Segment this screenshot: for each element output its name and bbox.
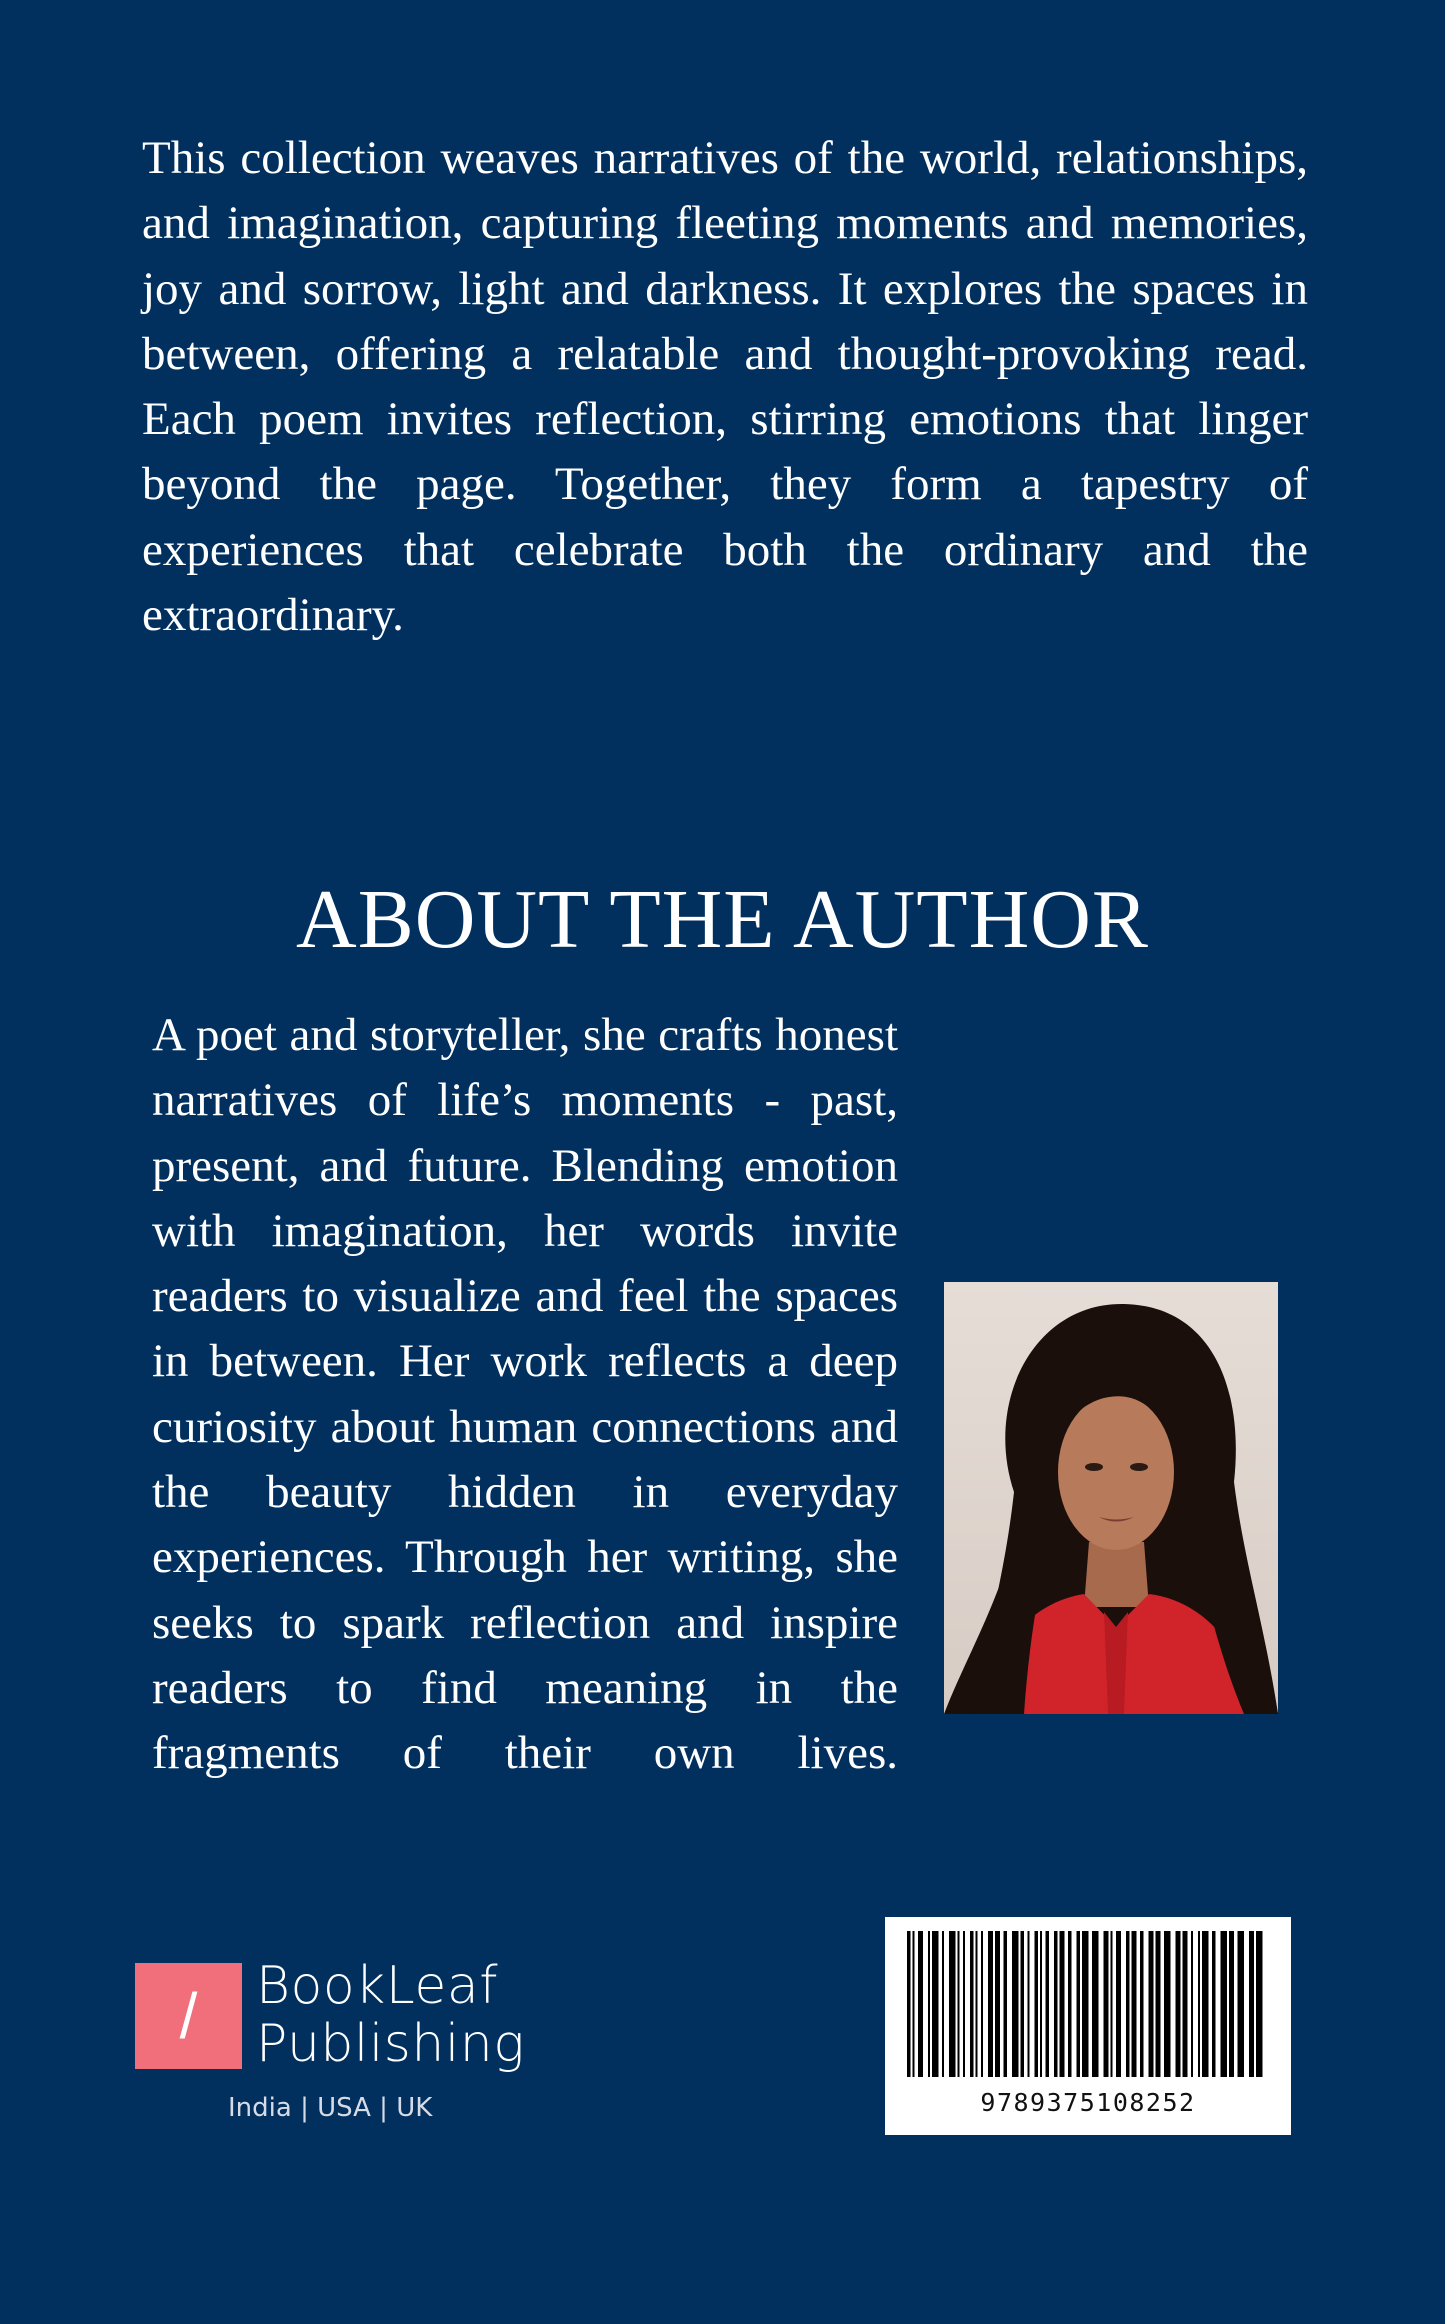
barcode-bar [1132, 1931, 1137, 2077]
barcode-bar [1229, 1931, 1234, 2077]
about-the-author-heading: ABOUT THE AUTHOR [296, 873, 1149, 966]
barcode-bar [1256, 1931, 1263, 2077]
barcode-bar [1068, 1931, 1072, 2077]
barcode-bar [995, 1931, 1000, 2077]
barcode-bar [1104, 1931, 1109, 2077]
barcode-bar [1176, 1931, 1181, 2077]
publisher-regions: India | USA | UK [228, 2093, 433, 2123]
barcode-bar [1021, 1931, 1025, 2077]
barcode-bar [1060, 1931, 1065, 2077]
barcode-bars [885, 1917, 1291, 2087]
isbn-number: 9789375108252 [980, 2088, 1196, 2117]
publisher-name [256, 1957, 576, 2073]
barcode-bar [981, 1931, 983, 2077]
barcode-bar [1198, 1931, 1200, 2077]
barcode-bar [1046, 1931, 1050, 2077]
barcode-bar [970, 1931, 974, 2077]
barcode-bar [913, 1931, 915, 2077]
barcode-bar [963, 1931, 965, 2077]
barcode-bar [988, 1931, 993, 2077]
barcode-bar [907, 1931, 911, 2077]
publisher-name-line2: Publishing [256, 2014, 525, 2074]
barcode-bar [1249, 1931, 1254, 2077]
barcode-bar [1035, 1931, 1039, 2077]
barcode-bar [942, 1931, 944, 2077]
barcode-bar [1238, 1931, 1245, 2077]
barcode-bar [1082, 1931, 1089, 2077]
barcode-bar [932, 1931, 939, 2077]
publisher-name-line1: BookLeaf [256, 1956, 499, 2016]
barcode-bar [1004, 1931, 1008, 2077]
barcode-bar [1212, 1931, 1216, 2077]
barcode-bar [1202, 1931, 1209, 2077]
barcode-bar [1156, 1931, 1161, 2077]
publisher-logo-mark: / [135, 1963, 242, 2069]
barcode-bar [1221, 1931, 1228, 2077]
barcode-bar [1092, 1931, 1099, 2077]
barcode-bar [958, 1931, 960, 2077]
barcode-bar [1140, 1931, 1144, 2077]
author-photo [944, 1282, 1278, 1714]
barcode-bar [1040, 1931, 1042, 2077]
barcode-bar [1012, 1931, 1019, 2077]
barcode-bar [1191, 1931, 1193, 2077]
barcode-bar [1054, 1931, 1058, 2077]
barcode-bar [1028, 1931, 1030, 2077]
barcode-bar [1116, 1931, 1121, 2077]
barcode-bar [1126, 1931, 1130, 2077]
barcode-bar [928, 1931, 930, 2077]
book-blurb: This collection weaves narratives of the world, relationships, and imagination, capturing fleeting moments and memories, joy and sorrow, light and darkness. It explores the spaces in between, offering a relatable and thought-provoking read. Each poem invites reflection, stirring emotions that linger beyond the page. Together, they form a tapestry of experiences that celebrate both the ordinary and the extraordinary. [142, 132, 1308, 642]
barcode-bar [949, 1931, 956, 2077]
barcode-bar [976, 1931, 978, 2077]
barcode-bar [1111, 1931, 1113, 2077]
barcode-bar [1164, 1931, 1171, 2077]
author-bio: A poet and storyteller, she crafts honest narratives of life’s moments - past, present, and future. Blending emotion with imagination, her words invite readers to visualize and feel the spaces in between. Her work reflects a deep curiosity about human connections and the beauty hidden in everyday experiences. Through her writing, she seeks to spark reflection and inspire readers to find meaning in the fragments of their own lives. [152, 1009, 898, 1780]
barcode-bar [1183, 1931, 1188, 2077]
barcode-bar [1077, 1931, 1081, 2077]
barcode-bar [1149, 1931, 1154, 2077]
isbn-barcode [885, 1917, 1291, 2135]
barcode-bar [918, 1931, 923, 2077]
